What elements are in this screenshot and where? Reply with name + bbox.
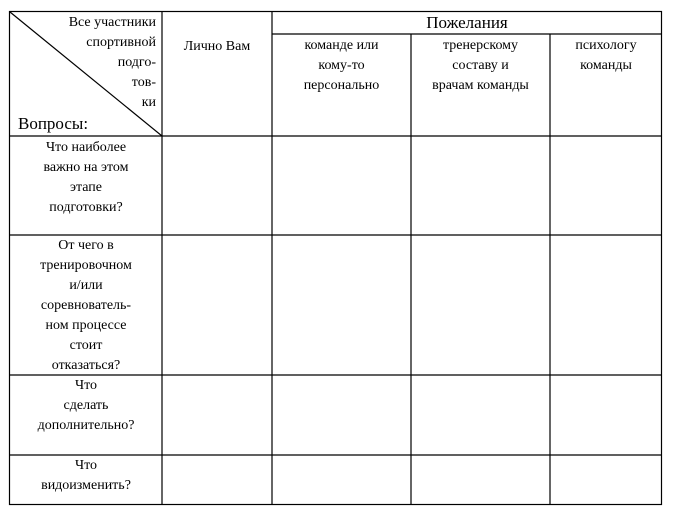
- header-line: кому-то: [318, 58, 365, 73]
- column-header-personal: Лично Вам: [183, 39, 251, 54]
- corner-header-questions: Вопросы:: [18, 114, 89, 133]
- row-line: ном процессе: [45, 318, 127, 333]
- row-header-4: [10, 456, 162, 496]
- row-line: сделать: [63, 398, 109, 413]
- corner-line: спортивной: [86, 35, 156, 50]
- corner-line: тов-: [131, 75, 156, 90]
- header-line: врачам команды: [432, 78, 529, 93]
- corner-header-top: [20, 13, 156, 113]
- corner-line: Все участники: [68, 15, 156, 30]
- row-line: От чего в: [58, 238, 114, 253]
- header-line: персонально: [303, 78, 380, 93]
- row-line: и/или: [69, 278, 103, 293]
- row-line: Что: [74, 458, 98, 473]
- row-line: Что: [74, 378, 98, 393]
- row-header-1: [10, 138, 162, 218]
- column-header-coaches: [411, 36, 550, 96]
- row-line: Что наиболее: [45, 140, 127, 155]
- column-header-team: [272, 36, 411, 96]
- row-line: стоит: [69, 338, 103, 353]
- row-line: подготовки?: [49, 200, 123, 215]
- corner-line: ки: [141, 95, 156, 110]
- header-line: тренерскому: [442, 38, 519, 53]
- row-line: тренировочном: [40, 258, 132, 273]
- header-line: психологу: [575, 38, 637, 53]
- column-header-psychologist: [550, 36, 662, 76]
- corner-line: подго-: [117, 55, 156, 70]
- row-line: дополнительно?: [37, 418, 135, 433]
- row-header-3: [10, 376, 162, 436]
- header-line: команде или: [304, 38, 379, 53]
- column-group-header-wishes: Пожелания: [426, 13, 508, 32]
- row-header-2: [10, 236, 162, 376]
- header-line: команды: [580, 58, 632, 73]
- row-line: видоизменить?: [41, 478, 131, 493]
- row-line: соревнователь-: [40, 298, 132, 313]
- header-line: составу и: [452, 58, 509, 73]
- row-line: этапе: [69, 180, 103, 195]
- row-line: важно на этом: [43, 160, 129, 175]
- row-line: отказаться?: [51, 358, 121, 373]
